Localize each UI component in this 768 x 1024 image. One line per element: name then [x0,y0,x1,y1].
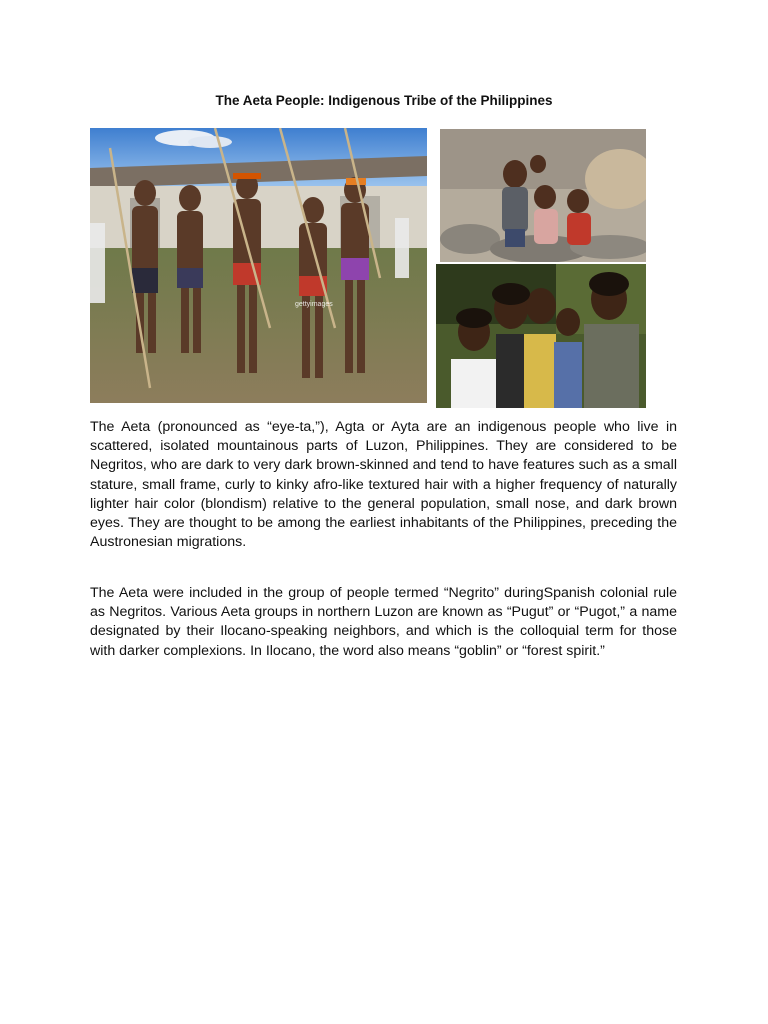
photo-children-on-rocks [440,129,646,262]
photo-family-group [436,264,646,408]
getty-watermark: gettyimages [295,301,333,308]
photo-aeta-men-with-bows [90,128,427,403]
paragraph-intro: The Aeta (pronounced as “eye-ta,”), Agta or Ayta are an indigenous people who live in scattered, isolated mountainous parts of Luzon, Philippines. They are considered to be Negritos, who are dark to very dark brown-skinned and tend to have features such as a small stature, small frame, curly to kinky afro-like textured hair with a higher frequency of naturally lighter hair color (blondism) relative to the general population, small nose, and dark brown eyes. They are thought to be among the earliest inhabitants of the Philippines, preceding the Austronesian migrations. [90,419,677,551]
page-title: The Aeta People: Indigenous Tribe of the Philippines [215,93,553,108]
paragraph-negrito: The Aeta were included in the group of people termed “Negrito” duringSpanish colonial rule as Negritos. Various Aeta groups in northern Luzon are known as “Pugut” or “Pugot,” a name designated by their Ilocano-speaking neighbors, and which is the colloquial term for those with darker complexions. In Ilocano, the word also means “goblin” or “forest spirit.” [90,585,677,659]
